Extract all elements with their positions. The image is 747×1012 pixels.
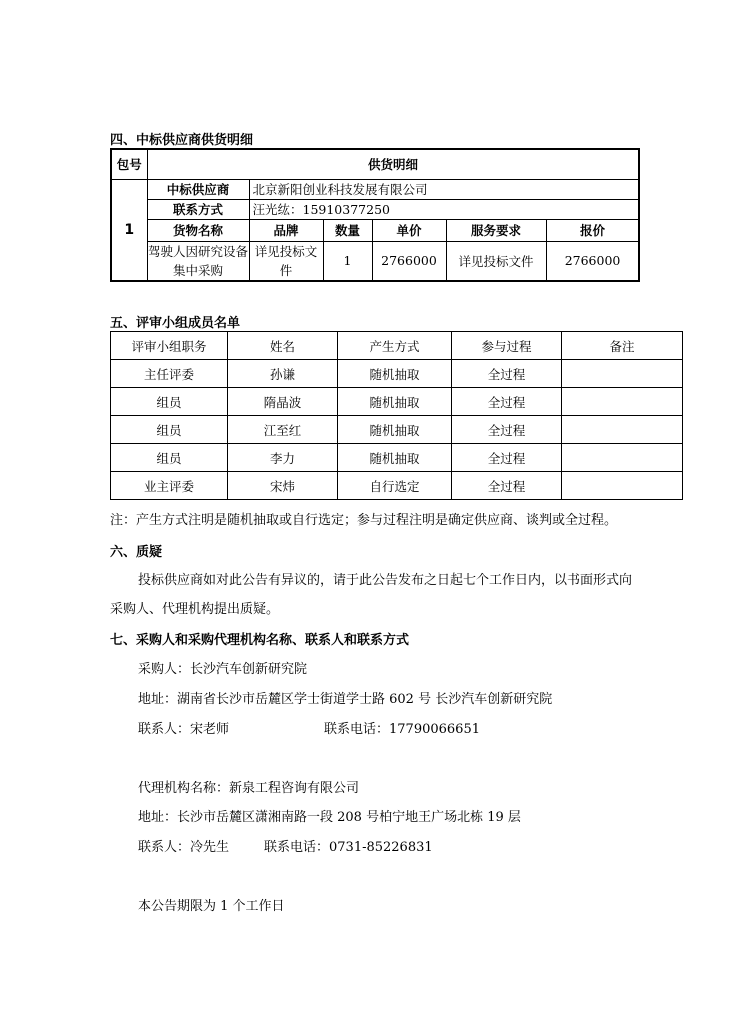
review-name: 宋炜 — [228, 472, 338, 500]
review-process: 全过程 — [452, 360, 562, 388]
review-header-remark: 备注 — [562, 332, 683, 360]
supplier-label: 中标供应商 — [147, 179, 249, 199]
review-note: 注：产生方式注明是随机抽取或自行选定；参与过程注明是确定供应商、谈判或全过程。 — [110, 513, 618, 528]
agency-contact: 联系人：冷先生 — [138, 840, 230, 855]
review-role: 组员 — [111, 416, 228, 444]
goods-quote: 2766000 — [546, 241, 639, 281]
review-role: 组员 — [111, 444, 228, 472]
review-name: 孙谦 — [228, 360, 338, 388]
contact-value: 汪光纮：15910377250 — [249, 199, 639, 219]
review-method: 随机抽取 — [338, 416, 452, 444]
review-method: 随机抽取 — [338, 388, 452, 416]
table-row — [111, 472, 683, 500]
review-header-role: 评审小组职务 — [111, 332, 228, 360]
goods-name: 驾驶人因研究设备集中采购 — [147, 241, 249, 281]
table-row — [111, 388, 683, 416]
review-method: 随机抽取 — [338, 444, 452, 472]
goods-header-name: 货物名称 — [147, 219, 249, 241]
review-name: 隋晶波 — [228, 388, 338, 416]
goods-brand: 详见投标文件 — [249, 241, 323, 281]
review-process: 全过程 — [452, 416, 562, 444]
review-role: 组员 — [111, 388, 228, 416]
goods-quantity: 1 — [323, 241, 372, 281]
review-role: 业主评委 — [111, 472, 228, 500]
agency-address: 地址：长沙市岳麓区潇湘南路一段 208 号柏宁地王广场北栋 19 层 — [138, 810, 521, 825]
section-6-title: 六、质疑 — [110, 545, 163, 560]
review-process: 全过程 — [452, 444, 562, 472]
review-header-method: 产生方式 — [338, 332, 452, 360]
announcement-validity: 本公告期限为 1 个工作日 — [138, 899, 285, 914]
supply-detail-table — [110, 148, 640, 282]
contact-label: 联系方式 — [147, 199, 249, 219]
agency-name: 代理机构名称：新泉工程咨询有限公司 — [138, 781, 360, 796]
review-remark — [562, 388, 683, 416]
review-process: 全过程 — [452, 472, 562, 500]
review-remark — [562, 444, 683, 472]
section-7-title: 七、采购人和采购代理机构名称、联系人和联系方式 — [110, 633, 410, 648]
objection-paragraph-line-2: 采购人、代理机构提出质疑。 — [110, 602, 280, 617]
purchaser-phone: 联系电话：17790066651 — [324, 722, 480, 737]
review-name: 江至红 — [228, 416, 338, 444]
goods-header-brand: 品牌 — [249, 219, 323, 241]
review-panel-table — [110, 331, 683, 500]
review-method: 自行选定 — [338, 472, 452, 500]
review-method: 随机抽取 — [338, 360, 452, 388]
goods-header-quote: 报价 — [546, 219, 639, 241]
review-header-row — [111, 332, 683, 360]
section-5-title: 五、评审小组成员名单 — [110, 316, 241, 331]
objection-paragraph-line-1: 投标供应商如对此公告有异议的，请于此公告发布之日起七个工作日内，以书面形式向 — [138, 573, 633, 588]
package-number: 1 — [111, 179, 147, 281]
goods-header-unit-price: 单价 — [372, 219, 446, 241]
goods-service: 详见投标文件 — [446, 241, 546, 281]
section-4-title: 四、中标供应商供货明细 — [110, 133, 254, 148]
goods-header-service: 服务要求 — [446, 219, 546, 241]
supplier-value: 北京新阳创业科技发展有限公司 — [249, 179, 639, 199]
purchaser-address: 地址：湖南省长沙市岳麓区学士街道学士路 602 号 长沙汽车创新研究院 — [138, 692, 553, 707]
goods-unit-price: 2766000 — [372, 241, 446, 281]
table-row — [111, 444, 683, 472]
review-header-process: 参与过程 — [452, 332, 562, 360]
table-row — [111, 360, 683, 388]
table-row — [111, 416, 683, 444]
purchaser-name: 采购人：长沙汽车创新研究院 — [138, 662, 308, 677]
review-remark — [562, 472, 683, 500]
goods-header-quantity: 数量 — [323, 219, 372, 241]
header-package-no: 包号 — [111, 149, 147, 179]
header-supply-detail: 供货明细 — [147, 149, 639, 179]
review-remark — [562, 360, 683, 388]
review-remark — [562, 416, 683, 444]
review-process: 全过程 — [452, 388, 562, 416]
review-header-name: 姓名 — [228, 332, 338, 360]
review-name: 李力 — [228, 444, 338, 472]
purchaser-contact: 联系人：宋老师 — [138, 722, 230, 737]
agency-phone: 联系电话：0731-85226831 — [264, 840, 433, 855]
review-role: 主任评委 — [111, 360, 228, 388]
